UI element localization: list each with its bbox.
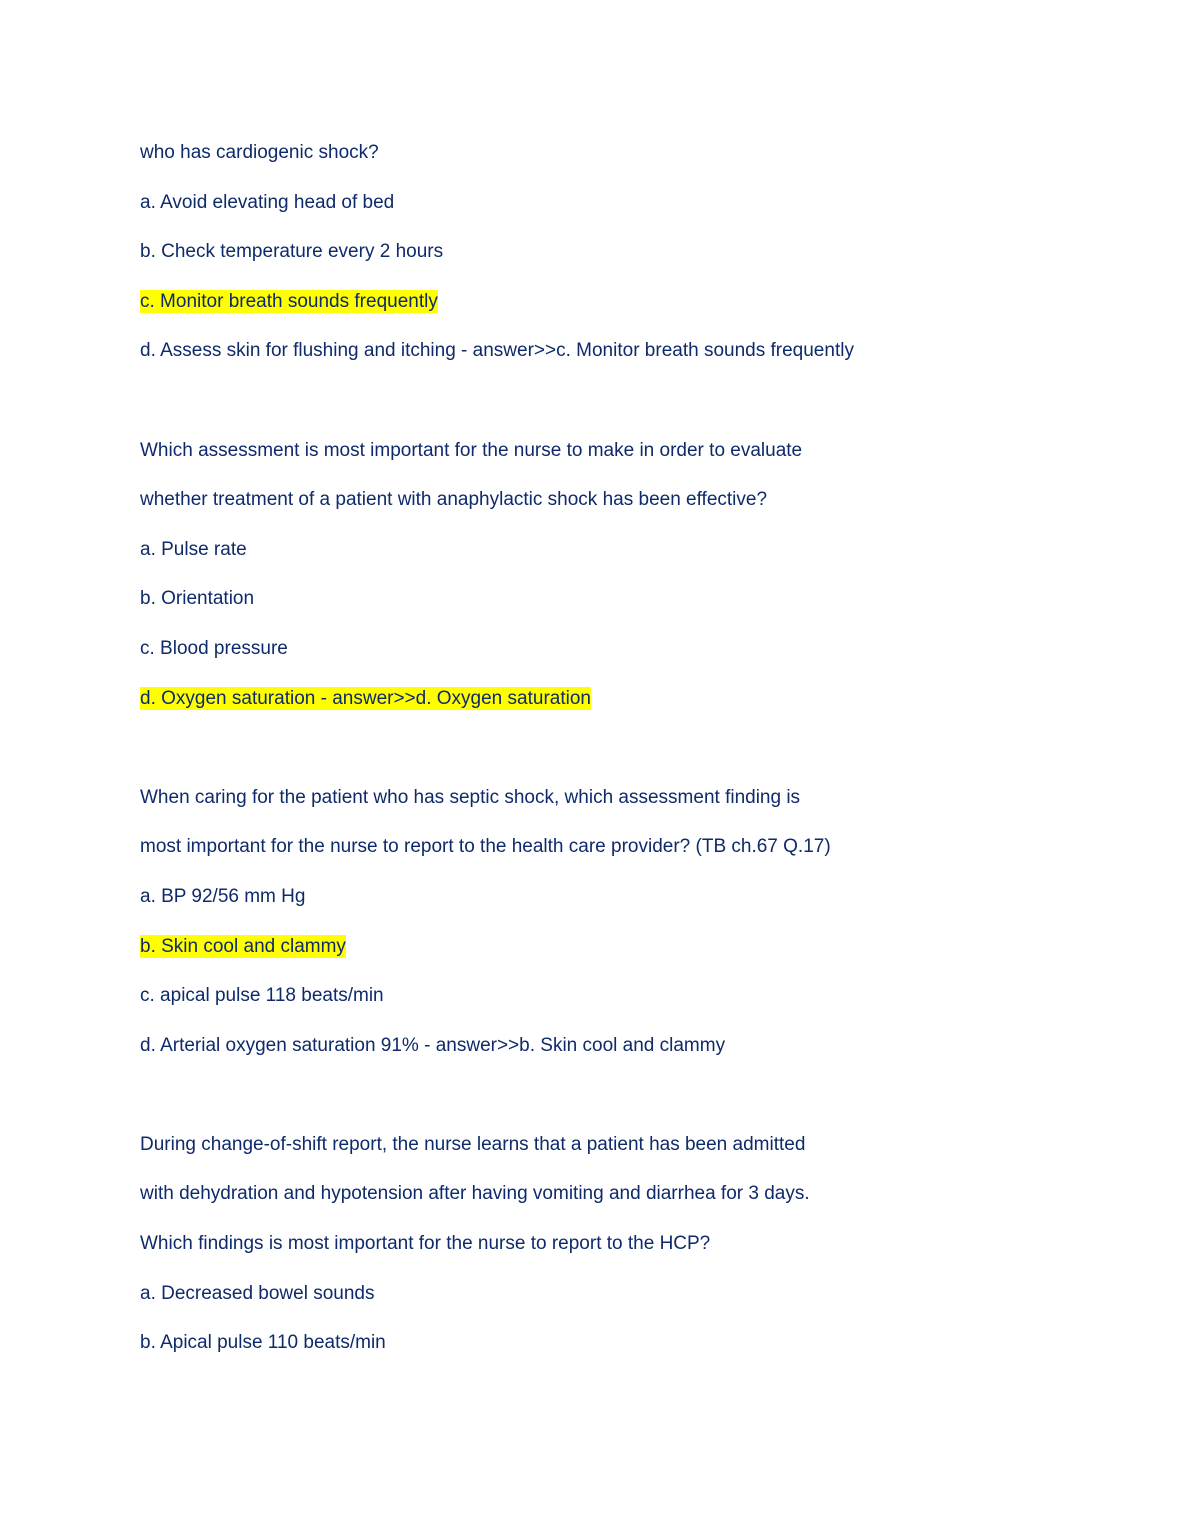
line-text: b. Check temperature every 2 hours: [140, 241, 444, 263]
line-text: with dehydration and hypotension after having vomiting and diarrhea for 3 days.: [140, 1183, 810, 1205]
text-line: [140, 485, 1060, 535]
line-text: a. Avoid elevating head of bed: [140, 191, 395, 213]
line-text: a. Decreased bowel sounds: [140, 1282, 375, 1304]
question-block: [140, 783, 1060, 1081]
text-line: [140, 237, 1060, 287]
line-text: b. Orientation: [140, 588, 255, 610]
text-line: [140, 832, 1060, 882]
question-block: [140, 138, 1060, 386]
paragraph-gap: [140, 733, 1060, 783]
text-line: [140, 981, 1060, 1031]
text-line: [140, 783, 1060, 833]
line-text: whether treatment of a patient with anaphylactic shock has been effective?: [140, 489, 768, 511]
text-line: [140, 436, 1060, 486]
text-line: [140, 882, 1060, 932]
text-line: [140, 138, 1060, 188]
text-line: [140, 1179, 1060, 1229]
text-line: [140, 584, 1060, 634]
paragraph-gap: [140, 386, 1060, 436]
highlighted-line: [140, 684, 1060, 734]
line-text: d. Oxygen saturation - answer>>d. Oxygen saturation: [140, 687, 591, 709]
text-line: [140, 1031, 1060, 1081]
highlighted-line: [140, 287, 1060, 337]
line-text: During change-of-shift report, the nurse learns that a patient has been admitted: [140, 1133, 806, 1155]
line-text: b. Apical pulse 110 beats/min: [140, 1332, 386, 1354]
text-line: [140, 634, 1060, 684]
text-line: [140, 188, 1060, 238]
line-text: When caring for the patient who has septic shock, which assessment finding is: [140, 786, 801, 808]
highlighted-line: [140, 932, 1060, 982]
line-text: who has cardiogenic shock?: [140, 142, 379, 163]
text-line: [140, 1229, 1060, 1279]
line-text: c. Blood pressure: [140, 637, 288, 659]
question-block: [140, 436, 1060, 734]
text-line: [140, 1279, 1060, 1329]
line-text: d. Assess skin for flushing and itching - answer>>c. Monitor breath sounds frequently: [140, 340, 854, 362]
line-text: most important for the nurse to report to the health care provider? (TB ch.67 Q.17): [140, 836, 831, 858]
line-text: c. Monitor breath sounds frequently: [140, 290, 438, 312]
line-text: a. BP 92/56 mm Hg: [140, 885, 306, 907]
document-body: [140, 138, 1060, 1378]
line-text: a. Pulse rate: [140, 538, 247, 560]
line-text: Which assessment is most important for the nurse to make in order to evaluate: [140, 439, 803, 461]
paragraph-gap: [140, 1080, 1060, 1130]
question-block: [140, 1130, 1060, 1378]
line-text: b. Skin cool and clammy: [140, 935, 346, 957]
line-text: c. apical pulse 118 beats/min: [140, 985, 384, 1007]
text-line: [140, 336, 1060, 386]
text-line: [140, 535, 1060, 585]
line-text: Which findings is most important for the nurse to report to the HCP?: [140, 1233, 711, 1255]
text-line: [140, 1130, 1060, 1180]
line-text: d. Arterial oxygen saturation 91% - answer>>b. Skin cool and clammy: [140, 1034, 726, 1056]
text-line: [140, 1328, 1060, 1378]
